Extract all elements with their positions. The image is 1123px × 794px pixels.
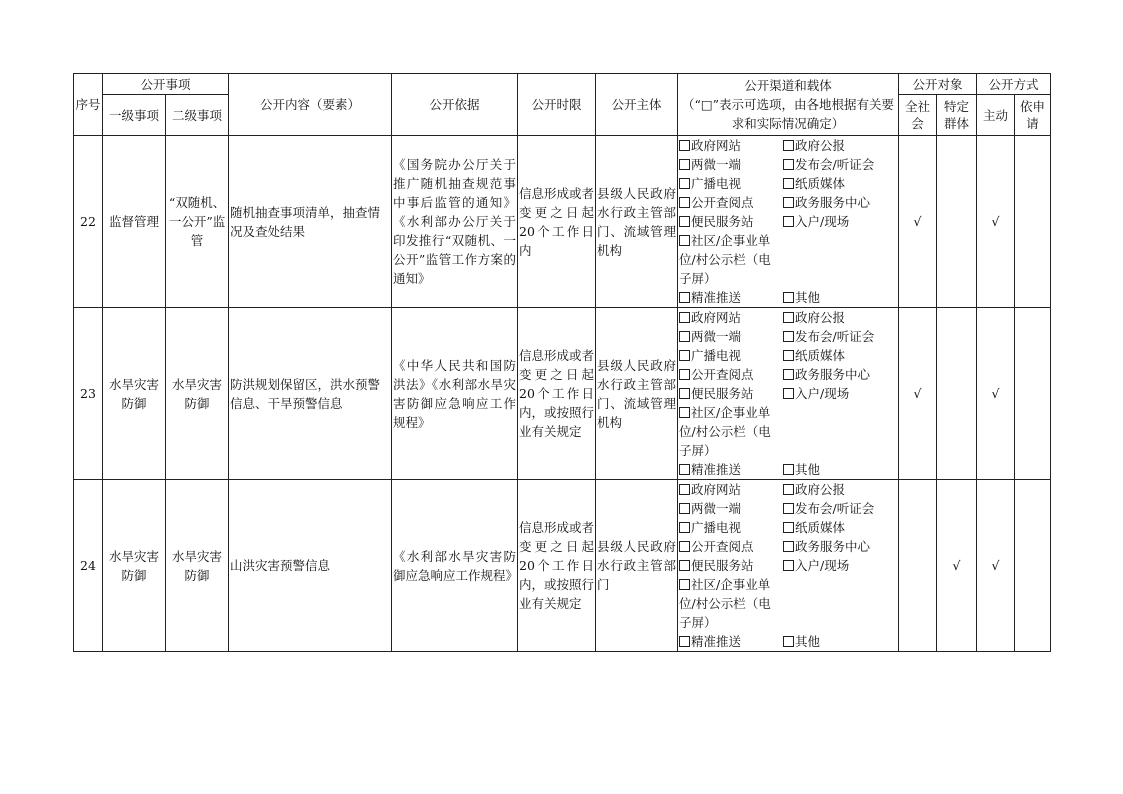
channel-option <box>783 327 887 346</box>
row-basis: 《中华人民共和国防洪法》《水利部水旱灾害防御应急响应工作规程》 <box>392 308 518 480</box>
channel-label: 两微一端 <box>691 329 742 344</box>
row-subject: 县级人民政府水行政主管部门、流域管理机构 <box>596 308 678 480</box>
channel-label: 入户/现场 <box>795 558 850 573</box>
checkbox-icon <box>679 464 690 475</box>
checkbox-icon <box>783 636 794 647</box>
checkbox-icon <box>679 197 690 208</box>
checkbox-icon <box>679 235 690 246</box>
channel-option <box>783 480 887 499</box>
row-content: 随机抽查事项清单，抽查情况及查处结果 <box>229 136 392 308</box>
checkbox-icon <box>783 216 794 227</box>
channel-option <box>783 193 887 212</box>
row-target-all: √ <box>899 136 937 308</box>
channel-label: 其他 <box>795 462 821 477</box>
checkbox-icon <box>783 140 794 151</box>
checkbox-icon <box>679 140 690 151</box>
checkbox-icon <box>679 178 690 189</box>
channel-label: 发布会/听证会 <box>795 501 875 516</box>
row-basis: 《国务院办公厅关于推广随机抽查规范事中事后监管的通知》《水利部办公厅关于印发推行“双随机、一公开”监管工作方案的通知》 <box>392 136 518 308</box>
table-row <box>74 480 1051 652</box>
channel-label: 纸质媒体 <box>795 520 846 535</box>
channel-option <box>783 537 887 556</box>
channel-label: 两微一端 <box>691 501 742 516</box>
row-target-group: √ <box>937 480 977 652</box>
row-target-group <box>937 136 977 308</box>
channel-option <box>679 575 783 632</box>
checkbox-icon <box>679 522 690 533</box>
row-content: 山洪灾害预警信息 <box>229 480 392 652</box>
channel-label: 纸质媒体 <box>795 176 846 191</box>
checkbox-icon <box>783 350 794 361</box>
channel-label: 入户/现场 <box>795 214 850 229</box>
header-seq: 序号 <box>74 74 103 136</box>
channel-option <box>783 499 887 518</box>
checkbox-icon <box>783 197 794 208</box>
channel-label: 便民服务站 <box>691 214 754 229</box>
channel-label: 政府公报 <box>795 310 846 325</box>
row-target-all: √ <box>899 308 937 480</box>
checkbox-icon <box>679 503 690 514</box>
header-channels <box>678 74 899 136</box>
row-basis: 《水利部水旱灾害防御应急响应工作规程》 <box>392 480 518 652</box>
checkbox-icon <box>679 541 690 552</box>
channel-option <box>679 460 783 479</box>
channel-option <box>679 308 783 327</box>
checkbox-icon <box>679 388 690 399</box>
channel-option <box>783 460 887 479</box>
row-seq: 23 <box>74 308 103 480</box>
channel-label: 政府公报 <box>795 482 846 497</box>
channel-option <box>679 632 783 651</box>
row-seq: 24 <box>74 480 103 652</box>
row-method-active: √ <box>977 136 1015 308</box>
table-row <box>74 136 1051 308</box>
channel-option <box>679 193 783 212</box>
checkbox-icon <box>783 331 794 342</box>
channel-option <box>679 403 783 460</box>
checkbox-icon <box>783 560 794 571</box>
channel-option <box>679 288 783 307</box>
row-level2: 水旱灾害防御 <box>166 480 229 652</box>
header-basis: 公开依据 <box>392 74 518 136</box>
disclosure-table <box>73 73 1051 652</box>
channel-label: 政府网站 <box>691 310 742 325</box>
row-level2: 水旱灾害防御 <box>166 308 229 480</box>
channel-label: 政府网站 <box>691 138 742 153</box>
row-method-request <box>1015 136 1051 308</box>
channel-option <box>679 556 783 575</box>
channel-label: 政务服务中心 <box>795 539 871 554</box>
row-method-request <box>1015 480 1051 652</box>
channel-label: 政府公报 <box>795 138 846 153</box>
channel-option <box>679 365 783 384</box>
channels-title: 公开渠道和载体 <box>744 78 832 93</box>
channel-label: 社区/企事业单位/村公示栏（电子屏） <box>679 233 771 286</box>
header-target-group: 特定群体 <box>937 95 977 136</box>
row-channels <box>678 136 899 308</box>
channel-option <box>783 308 887 327</box>
row-level1: 水旱灾害防御 <box>103 308 166 480</box>
header-period: 公开时限 <box>518 74 596 136</box>
row-subject: 县级人民政府水行政主管部门、流域管理机构 <box>596 136 678 308</box>
row-method-request <box>1015 308 1051 480</box>
table-row <box>74 308 1051 480</box>
checkbox-icon <box>679 292 690 303</box>
checkbox-icon <box>783 522 794 533</box>
channel-label: 公开查阅点 <box>691 539 754 554</box>
checkbox-icon <box>783 159 794 170</box>
channel-label: 广播电视 <box>691 520 742 535</box>
channel-option <box>679 480 783 499</box>
channel-option <box>783 384 887 403</box>
header-method-active: 主动 <box>977 95 1015 136</box>
channels-note: （“□”表示可选项，由各地根据有关要求和实际情况确定） <box>681 97 895 131</box>
channel-label: 公开查阅点 <box>691 195 754 210</box>
channel-label: 其他 <box>795 634 821 649</box>
channel-option <box>783 136 887 155</box>
row-method-active: √ <box>977 308 1015 480</box>
checkbox-icon <box>783 484 794 495</box>
header-level2: 二级事项 <box>166 95 229 136</box>
table-body <box>74 136 1051 652</box>
channel-label: 发布会/听证会 <box>795 157 875 172</box>
channel-label: 广播电视 <box>691 348 742 363</box>
header-subject: 公开主体 <box>596 74 678 136</box>
checkbox-icon <box>783 369 794 380</box>
row-level2: “双随机、一公开”监管 <box>166 136 229 308</box>
checkbox-icon <box>679 560 690 571</box>
header-method-request: 依申请 <box>1015 95 1051 136</box>
checkbox-icon <box>679 159 690 170</box>
checkbox-icon <box>679 484 690 495</box>
channel-label: 政府网站 <box>691 482 742 497</box>
channel-label: 便民服务站 <box>691 386 754 401</box>
row-seq: 22 <box>74 136 103 308</box>
row-period: 信息形成或者变更之日起20个工作日内 <box>518 136 596 308</box>
channel-option <box>783 365 887 384</box>
row-target-group <box>937 308 977 480</box>
row-level1: 监督管理 <box>103 136 166 308</box>
row-period: 信息形成或者变更之日起20个工作日内，或按照行业有关规定 <box>518 308 596 480</box>
channel-list <box>679 136 897 307</box>
channel-option <box>783 212 887 231</box>
channel-label: 政务服务中心 <box>795 195 871 210</box>
channel-label: 精准推送 <box>691 462 742 477</box>
row-content: 防洪规划保留区，洪水预警信息、干旱预警信息 <box>229 308 392 480</box>
header-level1: 一级事项 <box>103 95 166 136</box>
channel-label: 入户/现场 <box>795 386 850 401</box>
row-subject: 县级人民政府水行政主管部门 <box>596 480 678 652</box>
channel-label: 社区/企事业单位/村公示栏（电子屏） <box>679 405 771 458</box>
channel-label: 社区/企事业单位/村公示栏（电子屏） <box>679 577 771 630</box>
checkbox-icon <box>679 216 690 227</box>
channel-option <box>783 346 887 365</box>
channel-option <box>679 136 783 155</box>
channel-option <box>679 231 783 288</box>
checkbox-icon <box>783 178 794 189</box>
channel-label: 政务服务中心 <box>795 367 871 382</box>
header-target: 公开对象 <box>899 74 977 95</box>
checkbox-icon <box>679 407 690 418</box>
checkbox-icon <box>783 541 794 552</box>
channel-option <box>679 346 783 365</box>
channel-label: 公开查阅点 <box>691 367 754 382</box>
checkbox-icon <box>783 292 794 303</box>
channel-list <box>679 480 897 651</box>
channel-option <box>783 632 887 651</box>
checkbox-icon <box>783 388 794 399</box>
channel-option <box>783 155 887 174</box>
channel-label: 发布会/听证会 <box>795 329 875 344</box>
row-period: 信息形成或者变更之日起20个工作日内，或按照行业有关规定 <box>518 480 596 652</box>
row-target-all <box>899 480 937 652</box>
channel-option <box>783 288 887 307</box>
checkbox-icon <box>783 312 794 323</box>
channel-label: 便民服务站 <box>691 558 754 573</box>
channel-list <box>679 308 897 479</box>
channel-option <box>783 556 887 575</box>
channel-option <box>679 155 783 174</box>
checkbox-icon <box>679 369 690 380</box>
channel-option <box>679 327 783 346</box>
checkbox-icon <box>783 503 794 514</box>
channel-option <box>679 518 783 537</box>
channel-label: 纸质媒体 <box>795 348 846 363</box>
checkbox-icon <box>679 636 690 647</box>
channel-option <box>679 212 783 231</box>
checkbox-icon <box>679 312 690 323</box>
channel-label: 精准推送 <box>691 290 742 305</box>
channel-option <box>679 384 783 403</box>
channel-label: 精准推送 <box>691 634 742 649</box>
row-channels <box>678 308 899 480</box>
checkbox-icon <box>679 350 690 361</box>
channel-option <box>783 174 887 193</box>
channel-option <box>679 537 783 556</box>
channel-label: 两微一端 <box>691 157 742 172</box>
channel-option <box>679 174 783 193</box>
header-method: 公开方式 <box>977 74 1051 95</box>
channel-label: 其他 <box>795 290 821 305</box>
checkbox-icon <box>679 331 690 342</box>
header-target-all: 全社会 <box>899 95 937 136</box>
channel-option <box>783 518 887 537</box>
checkbox-icon <box>783 464 794 475</box>
row-method-active: √ <box>977 480 1015 652</box>
row-level1: 水旱灾害防御 <box>103 480 166 652</box>
checkbox-icon <box>679 579 690 590</box>
header-items: 公开事项 <box>103 74 229 95</box>
channel-option <box>679 499 783 518</box>
row-channels <box>678 480 899 652</box>
header-content: 公开内容（要素） <box>229 74 392 136</box>
channel-label: 广播电视 <box>691 176 742 191</box>
